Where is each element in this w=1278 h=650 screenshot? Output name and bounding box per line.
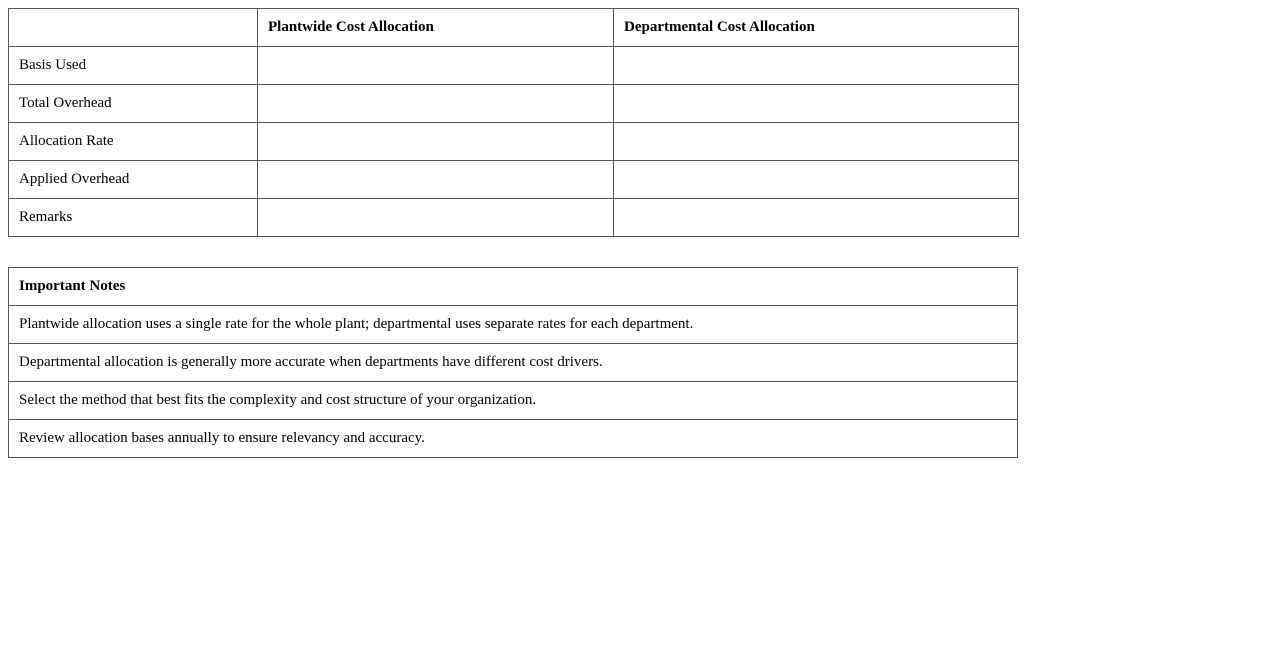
row-label: Basis Used [9, 47, 258, 85]
table-row [9, 199, 1019, 237]
list-item [9, 382, 1018, 420]
plantwide-cell[interactable] [258, 199, 614, 237]
note-text: Departmental allocation is generally more accurate when departments have different cost drivers. [9, 344, 1018, 382]
plantwide-cell[interactable] [258, 47, 614, 85]
departmental-cell[interactable] [614, 199, 1019, 237]
departmental-cell[interactable] [614, 85, 1019, 123]
table-row [9, 123, 1019, 161]
document-content [8, 8, 1018, 458]
departmental-cell[interactable] [614, 123, 1019, 161]
header-departmental: Departmental Cost Allocation [614, 9, 1019, 47]
table-row [9, 161, 1019, 199]
table-row [9, 85, 1019, 123]
list-item [9, 420, 1018, 458]
comparison-table [8, 8, 1019, 237]
plantwide-cell[interactable] [258, 123, 614, 161]
list-item [9, 306, 1018, 344]
plantwide-cell[interactable] [258, 85, 614, 123]
table-row [9, 47, 1019, 85]
notes-title: Important Notes [9, 268, 1018, 306]
note-text: Plantwide allocation uses a single rate for the whole plant; departmental uses separate rates for each department. [9, 306, 1018, 344]
header-empty-cell [9, 9, 258, 47]
note-text: Review allocation bases annually to ensure relevancy and accuracy. [9, 420, 1018, 458]
plantwide-cell[interactable] [258, 161, 614, 199]
notes-header-row [9, 268, 1018, 306]
row-label: Applied Overhead [9, 161, 258, 199]
table-header-row [9, 9, 1019, 47]
row-label: Remarks [9, 199, 258, 237]
row-label: Allocation Rate [9, 123, 258, 161]
notes-table [8, 267, 1018, 458]
list-item [9, 344, 1018, 382]
note-text: Select the method that best fits the complexity and cost structure of your organization. [9, 382, 1018, 420]
departmental-cell[interactable] [614, 161, 1019, 199]
row-label: Total Overhead [9, 85, 258, 123]
header-plantwide: Plantwide Cost Allocation [258, 9, 614, 47]
departmental-cell[interactable] [614, 47, 1019, 85]
